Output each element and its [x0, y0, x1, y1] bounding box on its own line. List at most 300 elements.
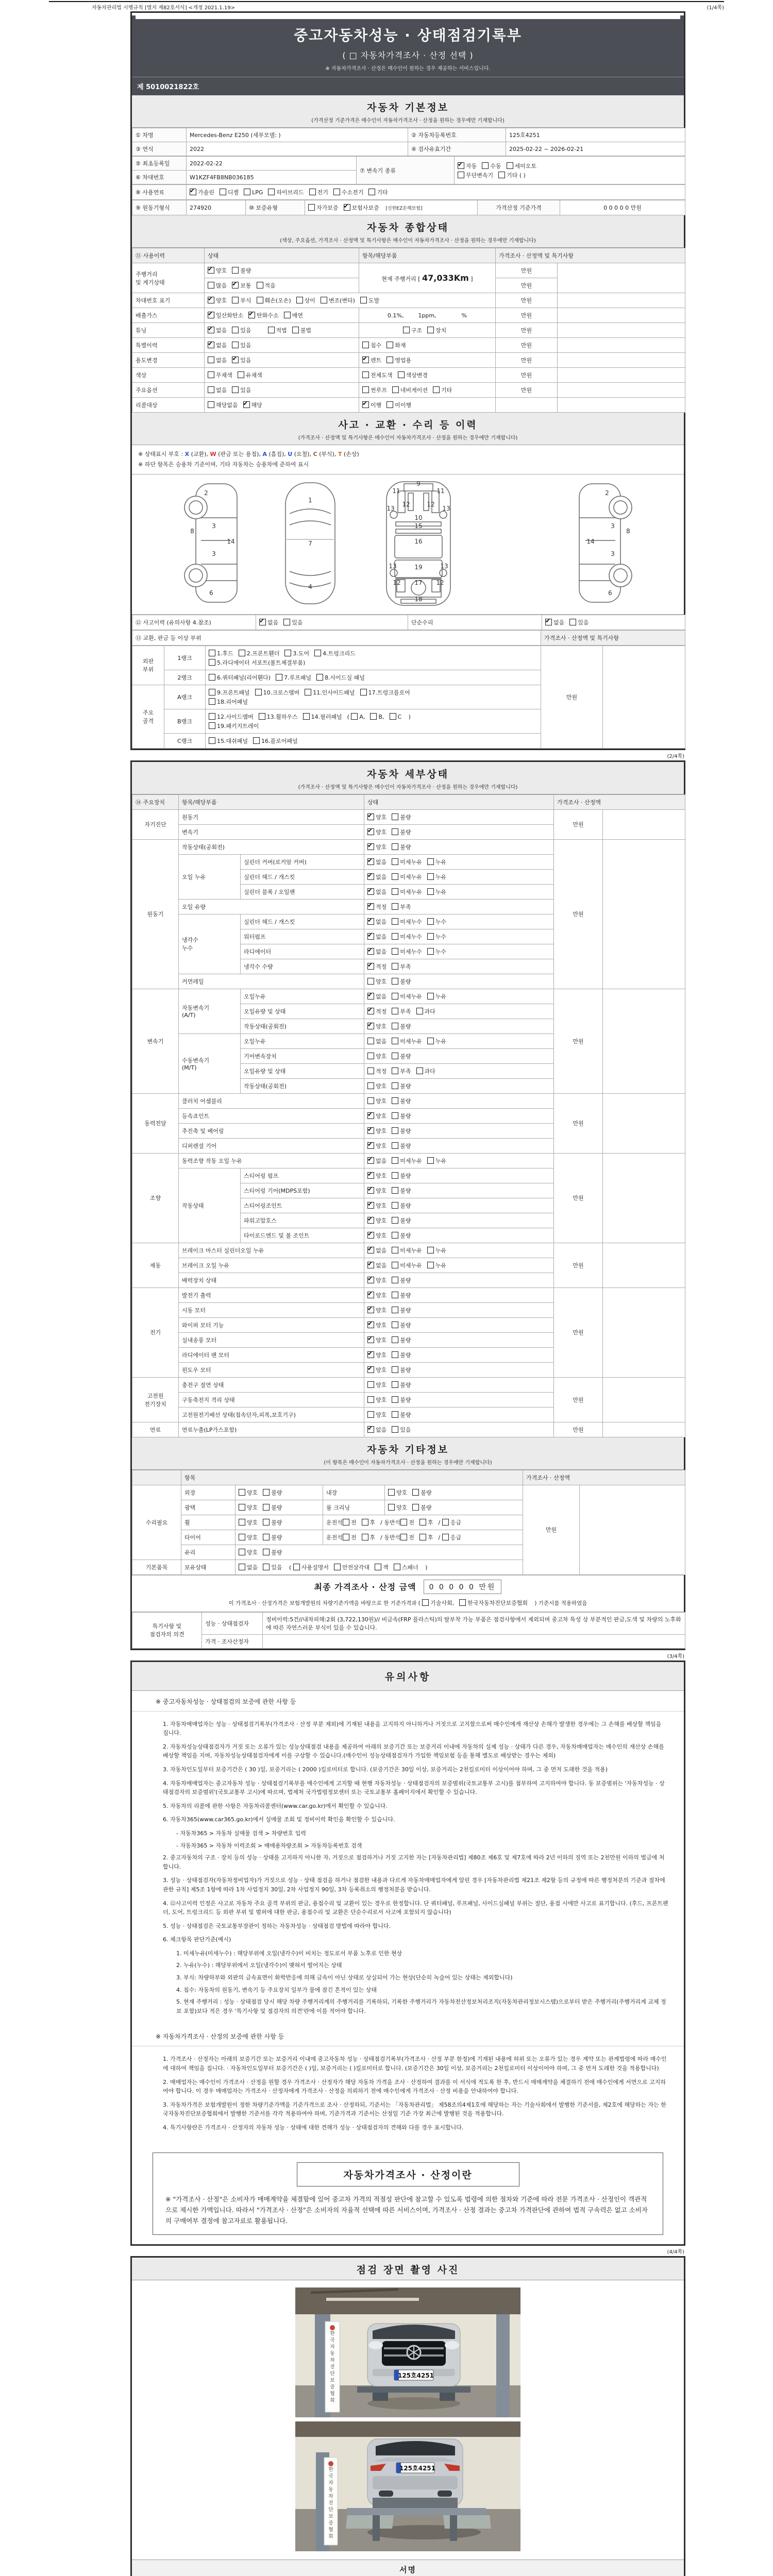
cell [364, 1093, 554, 1108]
checkbox[interactable]: 불량 [392, 1082, 411, 1090]
cell: B랭크 [164, 709, 206, 733]
checkbox[interactable]: 누유 [427, 873, 446, 881]
checkbox[interactable]: 양호 [239, 1533, 258, 1541]
checkbox[interactable]: ✔ 없음 [208, 341, 227, 349]
checked-box-icon [367, 993, 374, 999]
checkbox[interactable]: 변조(변타) [321, 296, 355, 304]
checkbox[interactable]: ✔ 없음 [367, 1246, 386, 1255]
checkbox[interactable]: 후 [419, 1533, 433, 1541]
checkbox[interactable]: LPG [244, 189, 263, 196]
checkbox[interactable]: ✔ 없음 [259, 618, 278, 626]
checkbox[interactable]: 불량 [392, 1216, 411, 1225]
checkbox[interactable]: 5.라디에이터 서포트(볼트체결부품) [209, 658, 305, 667]
checkbox[interactable]: ✔ 보통 [232, 281, 251, 290]
checkbox[interactable]: ✔ 양호 [367, 1172, 386, 1180]
checkbox[interactable]: 불량 [392, 1172, 411, 1180]
checkbox[interactable]: 부족 [392, 1007, 411, 1015]
checkbox[interactable]: 누수 [427, 933, 446, 941]
checkbox[interactable]: 후 [419, 1518, 433, 1527]
unchecked-box-icon [394, 1564, 400, 1570]
document-title: 중고자동차성능 · 상태점검기록부 [294, 27, 522, 44]
checkbox[interactable]: 안전삼각대 [334, 1563, 369, 1571]
checkbox[interactable]: 있음 [232, 386, 251, 394]
cell: 만원 [496, 323, 558, 338]
checkbox[interactable]: 불량 [392, 1052, 411, 1060]
unchecked-box-icon [392, 1411, 398, 1418]
checkbox[interactable]: 자가보증 [308, 204, 339, 212]
checked-box-icon [367, 1172, 374, 1179]
cell: 동력전달 [132, 1093, 179, 1153]
final-price-bar [132, 1575, 684, 1596]
checkbox[interactable]: ✔ 일산화탄소 [208, 311, 243, 319]
cell [603, 1153, 685, 1243]
checkbox[interactable]: 9.프론트패널 [209, 688, 250, 697]
cell: 만원 [541, 646, 603, 748]
checkbox[interactable]: 양호 [239, 1548, 258, 1556]
checkbox[interactable]: 과다 [416, 1007, 435, 1015]
checkbox[interactable]: ✔ 가솔린 [190, 188, 214, 196]
car-front-illustration [357, 2324, 470, 2401]
checkbox[interactable]: ✔ 양호 [367, 1276, 386, 1284]
document-subtitle: ( □ 자동차가격조사 · 산정 선택 ) [342, 50, 474, 60]
checkbox[interactable]: 잭 [375, 1563, 389, 1571]
cell: Mercedes-Benz E250 (세부모델: ) [187, 128, 408, 142]
checkbox[interactable]: 적정 [367, 1067, 386, 1075]
cell: 만원 [554, 809, 603, 839]
detail-state-table [132, 794, 684, 1437]
checkbox[interactable]: 11.인사이드패널 [305, 688, 355, 697]
checkbox[interactable]: 없음 [208, 386, 227, 394]
checkbox[interactable]: 응급 [442, 1518, 461, 1527]
checkbox[interactable]: ✔ 이행 [362, 401, 381, 409]
checkbox[interactable]: 불량 [392, 1276, 411, 1284]
checkbox[interactable]: 도말 [360, 296, 379, 304]
cell: 0.1%, 1ppm, % [359, 308, 496, 323]
checkbox[interactable]: 상이 [296, 296, 315, 304]
checkbox[interactable]: 색상변경 [398, 371, 428, 379]
checkbox[interactable]: 수동 [482, 162, 501, 170]
checked-box-icon [367, 1217, 374, 1224]
checkbox[interactable]: 불량 [392, 843, 411, 851]
cell [205, 383, 359, 398]
checkbox[interactable]: 사용설명서 [293, 1563, 329, 1571]
cell [496, 398, 558, 413]
checkbox[interactable]: 불량 [392, 1187, 411, 1195]
checkbox[interactable]: 누유 [427, 1261, 446, 1269]
checkbox[interactable]: 불량 [392, 1097, 411, 1105]
diagram-part-number: 18 [414, 595, 423, 603]
cell: 가격산정 기준가격 [478, 200, 560, 215]
cell [364, 839, 554, 854]
checkbox[interactable]: 침수 [362, 341, 381, 349]
checkbox[interactable]: 불량 [263, 1518, 282, 1527]
cell: 스티어링조인트 [241, 1198, 364, 1213]
checkbox[interactable]: ✔ 양호 [367, 1127, 386, 1135]
cell [364, 1153, 554, 1168]
unchecked-box-icon [458, 172, 464, 178]
unchecked-box-icon [232, 342, 239, 348]
checkbox[interactable]: 6.쿼터패널(리어휀다) [209, 673, 271, 682]
checkbox[interactable]: 미이행 [386, 401, 411, 409]
checkbox[interactable]: 양호 [388, 1503, 407, 1512]
unchecked-box-icon [263, 1519, 270, 1526]
checkbox[interactable]: 불량 [392, 1411, 411, 1419]
checkbox[interactable]: 1.후드 [209, 649, 233, 657]
checkbox[interactable]: 전 [343, 1518, 357, 1527]
cell: 냉각수 누수 [179, 914, 241, 974]
checkbox[interactable]: 양호 [239, 1503, 258, 1512]
checkbox[interactable]: ✔ 없음 [367, 1157, 386, 1165]
checkbox[interactable]: 미세누유 [392, 858, 422, 866]
checkbox[interactable]: 양호 [367, 977, 386, 986]
checkbox[interactable]: C [390, 713, 402, 720]
checkbox[interactable]: ✔ 양호 [367, 1187, 386, 1195]
checkbox[interactable]: ✔ 양호 [208, 296, 227, 304]
unchecked-box-icon [392, 828, 398, 835]
checkbox[interactable]: ✔ 없음 [367, 888, 386, 896]
checkbox[interactable]: 누수 [427, 947, 446, 956]
checkbox[interactable]: 전체도색 [362, 371, 393, 379]
notice-item: 5. 자동차의 리콜에 관한 사항은 자동차리콜센터(www.car.go.kr)에서 확인할 수 있습니다. [163, 1802, 388, 1809]
checkbox[interactable]: 하이브리드 [268, 188, 304, 196]
cell [236, 1485, 323, 1500]
checkbox[interactable]: 양호 [367, 1396, 386, 1404]
checkbox[interactable]: 불량 [392, 1231, 411, 1240]
document-note: ※ 자동차가격조사 · 산정은 매수인이 원하는 경우 제공하는 서비스입니다. [325, 66, 491, 72]
checkbox[interactable]: 기타 [368, 188, 388, 196]
checkbox[interactable]: ✔ 양호 [367, 828, 386, 836]
cell: 작동상태 [179, 1168, 241, 1243]
checkbox[interactable]: 미세누수 [392, 918, 422, 926]
checkbox[interactable]: 전 [343, 1533, 357, 1541]
checkbox[interactable]: 7.루프패널 [276, 673, 311, 682]
checkbox[interactable]: 불량 [392, 828, 411, 836]
checkbox[interactable]: ✔ 양호 [367, 1321, 386, 1329]
checkbox[interactable]: ✔양호 [208, 266, 227, 275]
checkbox[interactable]: 불량 [392, 1381, 411, 1389]
checkbox[interactable]: 있음 [263, 1563, 282, 1571]
checkbox[interactable]: 13.휠하우스 [259, 713, 298, 721]
state-code-W: W [210, 451, 216, 457]
unchecked-box-icon [244, 189, 250, 195]
checkbox[interactable]: ✔ 없음 [208, 326, 227, 334]
checkbox[interactable]: 불법 [292, 326, 311, 334]
notice-items-2 [132, 2046, 684, 2144]
checkbox[interactable]: 미세누유 [392, 873, 422, 881]
checkbox[interactable]: 세미오토 [507, 162, 537, 170]
checkbox[interactable]: 무단변속기 [458, 171, 493, 179]
checkbox[interactable]: 기타 [433, 386, 452, 394]
cell [205, 368, 359, 383]
checkbox[interactable]: ✔ 양호 [367, 843, 386, 851]
cell: ⑦ 변속기 종류 [357, 157, 455, 184]
checkbox[interactable]: ✔ 없음 [367, 858, 386, 866]
cell: 2025-02-22 ~ 2026-02-21 [506, 142, 685, 156]
section-etc-title: 자동차 기타정보 (이 항목은 매수인이 자동차가격조사 · 산정을 원하는 경우에만 기재합니다) [132, 1437, 684, 1470]
checkbox[interactable]: 양호 [367, 1052, 386, 1060]
checkbox[interactable]: 불량 [392, 1366, 411, 1374]
checkbox[interactable]: 17.트렁크플로어 [360, 688, 410, 697]
checkbox[interactable]: 불량 [392, 1321, 411, 1329]
checkbox[interactable]: 있음 [232, 326, 251, 334]
checkbox[interactable]: 2.프론트휀더 [239, 649, 280, 657]
checkbox[interactable]: 수소전기 [333, 188, 364, 196]
checkbox[interactable]: ✔ 없음 [367, 1426, 386, 1434]
checkbox[interactable]: 전 [400, 1533, 414, 1541]
diagram-part-number: 9 [416, 480, 421, 487]
checkbox[interactable]: ✔ 적정 [367, 1007, 386, 1015]
checkbox[interactable]: 3.도어 [284, 649, 309, 657]
checkbox[interactable]: ✔ 양호 [367, 1291, 386, 1299]
checkbox[interactable]: 불량 [392, 1112, 411, 1120]
cell [364, 1078, 554, 1093]
valuation-definition-text: ※ "가격조사 · 산정"은 소비자가 매매계약을 체결함에 있어 중고차 가격의 적절성 판단에 참고할 수 있도록 법령에 의한 절차와 기준에 따라 전문 가격조사 · 산정인이 객관적으로 제시한 가액입니다. 따라서 "가격조사 · 산정"은 소비자의 자율적 선택에 따른 서비스이며, 가격조사 · 산정 결과는 중고차 가격판단에 관하여 법적 구속력은 없고 소비자의 구매여부 결정에 참고자료로 활용됩니다. [165, 2195, 648, 2225]
unchecked-box-icon [284, 650, 291, 656]
section-accident-title: 사고 · 교환 · 수리 등 이력 (가격조사 · 산정액 및 특기사항은 매수인이 자동차가격조사 · 산정을 원하는 경우에만 기재합니다) [132, 413, 684, 445]
checkbox[interactable]: 과다 [416, 1067, 435, 1075]
photo-section-title: 점검 장면 촬영 사진 [132, 2258, 684, 2280]
checkbox[interactable]: 후 [362, 1533, 376, 1541]
checkbox[interactable]: 미세누수 [392, 933, 422, 941]
checkbox[interactable]: 스패너 [394, 1563, 418, 1571]
checkbox[interactable]: 불량 [392, 1291, 411, 1299]
checkbox[interactable]: 적음 [257, 281, 276, 290]
checkbox[interactable]: 있음 [232, 341, 251, 349]
checkbox[interactable]: 기타 ( ) [498, 171, 526, 179]
checkbox[interactable]: 후 [362, 1518, 376, 1527]
checkbox[interactable]: ✔ 적정 [367, 962, 386, 971]
checkbox[interactable]: ✔ 없음 [367, 1261, 386, 1269]
checkbox[interactable]: 양호 [367, 1082, 386, 1090]
checkbox[interactable]: 16.플로어패널 [253, 737, 298, 745]
checkbox[interactable]: ✔ 없음 [367, 918, 386, 926]
checkbox[interactable]: 불량 [392, 1306, 411, 1314]
checkbox[interactable]: ✔ 양호 [367, 1231, 386, 1240]
checkbox[interactable]: 12.사이드멤버 [209, 713, 254, 721]
checkbox[interactable]: 불량 [412, 1503, 431, 1512]
checkbox[interactable]: 양호 [239, 1488, 258, 1497]
checkbox[interactable]: 한국자동차진단보증협회 [459, 1599, 528, 1607]
header-cell: 가격조사 · 산정액 [554, 794, 685, 809]
notice-item: 2. 매매업자는 매수인이 가격조사 · 산정을 원할 경우 가격조사 · 산정자가 해당 자동차 가격을 조사 · 산정하여 결과를 이 서식에 적도록 한 후, 반드시 매매계약을 체결하기 전에 매수인에게 서면으로 고지하여야 합니다. 이 경우 매매업자는 가격조사 · 산정자에게 가격조사 · 산정을 의뢰하기 전에 매수인에게 가격조사 · 산정 비용을 안내하여야 합니다. [163, 2078, 666, 2095]
checkbox[interactable]: 불량 [263, 1503, 282, 1512]
checkbox[interactable]: 누수 [427, 918, 446, 926]
checkbox[interactable]: 장치 [427, 326, 446, 334]
checkbox[interactable]: ✔ 양호 [367, 1366, 386, 1374]
unchecked-box-icon [293, 1564, 300, 1570]
cell: 만원 [496, 263, 558, 278]
checkbox[interactable]: 부족 [392, 1067, 411, 1075]
checked-box-icon [367, 903, 374, 910]
checkbox[interactable]: 미세누수 [392, 947, 422, 956]
checkbox[interactable]: 19.패키지트레이 [209, 722, 259, 730]
sign-title: 서명 [399, 2565, 416, 2575]
checkbox[interactable]: ✔ 없음 [367, 992, 386, 1001]
checkbox[interactable]: 불량 [392, 977, 411, 986]
unchecked-box-icon [392, 1232, 398, 1239]
checkbox[interactable]: 매연 [284, 311, 303, 319]
checkbox[interactable]: 양호 [239, 1518, 258, 1527]
checkbox[interactable]: 없음 [367, 1037, 386, 1045]
checkbox[interactable]: ✔ 있음 [232, 356, 251, 364]
basic-info-table-d [132, 200, 684, 215]
checkbox[interactable]: 불량 [412, 1488, 431, 1497]
checkbox[interactable]: ✔ 양호 [367, 1112, 386, 1120]
checkbox[interactable]: 부족 [392, 962, 411, 971]
checkbox[interactable]: ✔ 탄화수소 [248, 311, 279, 319]
checkbox[interactable]: 누유 [427, 858, 446, 866]
checkbox[interactable]: ✔ 없음 [367, 947, 386, 956]
checkbox[interactable]: 불량 [392, 1022, 411, 1030]
checkbox[interactable]: ✔ 양호 [367, 1142, 386, 1150]
checkbox[interactable]: 응급 [442, 1533, 461, 1541]
checkbox[interactable]: 화재 [386, 341, 406, 349]
checkbox[interactable]: ✔ 양호 [367, 1351, 386, 1359]
cell: 가격 · 조사산정자 [202, 1634, 263, 1648]
cell: A랭크 [164, 685, 206, 709]
checkbox[interactable]: 없음 [208, 356, 227, 364]
checkbox[interactable]: 양호 [367, 1381, 386, 1389]
checkbox[interactable]: 불량 [392, 1142, 411, 1150]
checkbox[interactable]: 누유 [427, 888, 446, 896]
checkbox[interactable]: 양호 [388, 1488, 407, 1497]
cell: 동력조향 작동 오일 누유 [179, 1153, 364, 1168]
cell [206, 733, 541, 748]
checkbox[interactable]: ✔ 양호 [367, 1216, 386, 1225]
checked-box-icon [367, 1336, 374, 1343]
checked-box-icon [367, 843, 374, 850]
checkbox[interactable]: B, [370, 713, 384, 720]
checkbox[interactable]: ✔ 보험사보증 [344, 204, 379, 212]
unchecked-box-icon [257, 297, 263, 303]
checkbox[interactable]: 10.크로스멤버 [255, 688, 300, 697]
cell [364, 1317, 554, 1332]
checkbox[interactable]: 양호 [367, 1097, 386, 1105]
checkbox[interactable]: 불량 [392, 1351, 411, 1359]
checkbox[interactable]: ✔ 양호 [367, 1022, 386, 1030]
checkbox[interactable]: ✔ 양호 [367, 1201, 386, 1210]
checkbox[interactable]: ✔ 양호 [367, 1336, 386, 1344]
checkbox[interactable]: 전기 [309, 188, 328, 196]
checkbox[interactable]: 디젤 [220, 188, 239, 196]
checkbox[interactable]: 8.사이드실 패널 [316, 673, 365, 682]
checkbox[interactable]: 누유 [427, 1037, 446, 1045]
checkbox[interactable]: 불량 [392, 813, 411, 821]
checked-box-icon [367, 1142, 374, 1149]
checkbox[interactable]: 누유 [427, 992, 446, 1001]
checkbox[interactable]: 불량 [392, 1127, 411, 1135]
checkbox[interactable]: 해당없음 [208, 401, 238, 409]
unchecked-box-icon [442, 1534, 449, 1540]
checkbox[interactable]: ✔ 양호 [367, 813, 386, 821]
checkbox[interactable]: 무채색 [208, 371, 232, 379]
checked-box-icon [545, 619, 552, 625]
checkbox[interactable]: 있음 [392, 1426, 411, 1434]
license-plate-rear: 125호4251 [399, 2465, 436, 2472]
checkbox[interactable]: 부족 [392, 903, 411, 911]
checkbox[interactable]: ✔ 없음 [367, 873, 386, 881]
checkbox[interactable]: ✔ 렌트 [362, 356, 381, 364]
checkbox[interactable]: 영업용 [386, 356, 411, 364]
checkbox[interactable]: 유채색 [238, 371, 262, 379]
checkbox[interactable]: 불량 [392, 1201, 411, 1210]
cell: 연료누출(LP가스포함) [179, 1422, 364, 1437]
cell [359, 323, 496, 338]
checkbox[interactable]: 기술사회, [422, 1599, 454, 1607]
diagram-part-number: 6 [209, 589, 213, 597]
checkbox[interactable]: 부식 [232, 296, 251, 304]
unchecked-box-icon [392, 918, 398, 925]
cell: 휠 [181, 1515, 236, 1530]
basic-info-table-b [132, 156, 684, 184]
unchecked-box-icon [362, 342, 369, 348]
checkbox[interactable]: 훼손(오손) [257, 296, 291, 304]
checkbox[interactable]: 불량 [392, 1396, 411, 1404]
checkbox[interactable]: ✔ 양호 [367, 1306, 386, 1314]
checkbox[interactable]: 미세누유 [392, 992, 422, 1001]
checkbox[interactable]: 적법 [268, 326, 287, 334]
checkbox[interactable]: 구조 [403, 326, 422, 334]
checkbox[interactable]: ✔ 없음 [367, 933, 386, 941]
unchecked-box-icon [263, 1534, 270, 1540]
checkbox[interactable]: 미세누유 [392, 1261, 422, 1269]
header-stripe [136, 15, 680, 19]
checkbox[interactable]: 불량 [263, 1488, 282, 1497]
checkbox[interactable]: A, [351, 713, 365, 720]
checkbox[interactable]: 많음 [208, 281, 227, 290]
checkbox[interactable]: 전 [400, 1518, 414, 1527]
notice-items-1 [132, 1711, 684, 2026]
checkbox[interactable]: 불량 [232, 266, 251, 275]
checkbox[interactable]: 양호 [367, 1411, 386, 1419]
checkbox[interactable]: 미세누유 [392, 888, 422, 896]
checkbox[interactable]: 불량 [263, 1548, 282, 1556]
checkbox[interactable]: 미세누유 [392, 1037, 422, 1045]
checkbox[interactable]: 누유 [427, 1157, 446, 1165]
unchecked-box-icon [333, 189, 340, 195]
checked-box-icon [208, 327, 214, 333]
checkbox[interactable]: 14.필러패널 [303, 713, 342, 721]
checkbox[interactable]: 있음 [569, 618, 589, 626]
checkbox[interactable]: ✔ 없음 [545, 618, 564, 626]
checkbox[interactable]: ✔ 해당 [243, 401, 262, 409]
cell [542, 615, 685, 630]
checkbox[interactable]: 없음 [239, 1563, 258, 1571]
checkbox[interactable]: 네비게이션 [392, 386, 428, 394]
checked-box-icon [367, 828, 374, 835]
checkbox[interactable]: 누유 [427, 1246, 446, 1255]
checkbox[interactable]: 18.리어패널 [209, 698, 248, 706]
checkbox[interactable]: 불량 [392, 1336, 411, 1344]
checkbox[interactable]: 있음 [283, 618, 303, 626]
unchecked-box-icon [367, 1082, 374, 1089]
notice-heading-1: ※ 중고자동차성능 · 상태점검의 보증에 관한 사항 등 [132, 1691, 684, 1711]
cell [558, 353, 685, 368]
checkbox[interactable]: ✔ 적정 [367, 903, 386, 911]
checkbox[interactable]: 15.대쉬패널 [209, 737, 248, 745]
checkbox[interactable]: 썬루프 [362, 386, 387, 394]
cell [359, 353, 496, 368]
checkbox[interactable]: 4.트렁크리드 [314, 649, 356, 657]
cell [364, 1377, 554, 1392]
checkbox[interactable]: 불량 [263, 1533, 282, 1541]
checkbox[interactable]: ✔자동 [458, 162, 477, 170]
checkbox[interactable]: 미세누유 [392, 1246, 422, 1255]
unchecked-box-icon [392, 1097, 398, 1104]
cell: 만원 [554, 1422, 603, 1437]
checkbox[interactable]: 미세누유 [392, 1157, 422, 1165]
checked-box-icon [367, 1321, 374, 1328]
